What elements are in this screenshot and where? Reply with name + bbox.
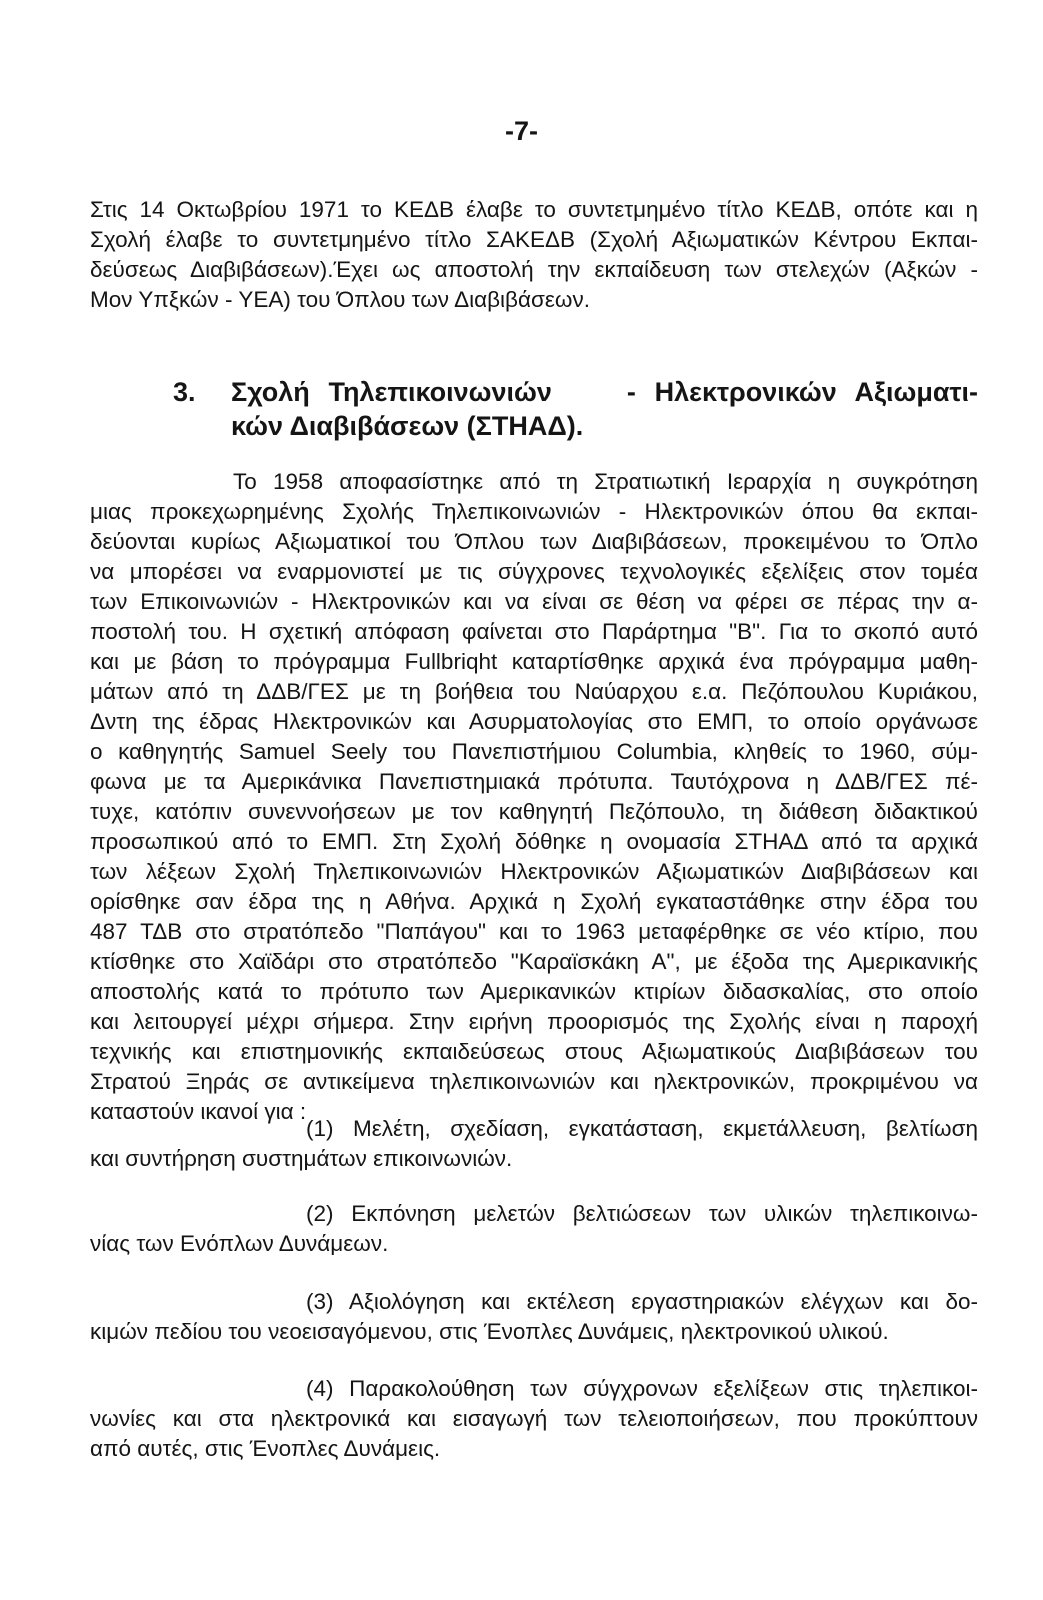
text-line: Στρατού Ξηράς σε αντικείμενα τηλεπικοινωνιών και ηλεκτρονικών, προκριμένου να <box>90 1069 978 1094</box>
text-line: (4) Παρακολούθηση των σύγχρονων εξελίξεων στις τηλεπικοι- <box>306 1376 978 1401</box>
section-title <box>231 375 978 443</box>
text-line: μάτων από τη ΔΔΒ/ΓΕΣ με τη βοήθεια του Ναύαρχου ε.α. Πεζόπουλου Κυριάκου, <box>90 679 978 704</box>
text-line: Στις 14 Οκτωβρίου 1971 το ΚΕΔΒ έλαβε το συντετμημένο τίτλο ΚΕΔΒ, οπότε και η <box>90 197 978 222</box>
section-number: 3. <box>173 377 196 407</box>
text-line: προσωπικού από το ΕΜΠ. Στη Σχολή δόθηκε η ονομασία ΣΤΗΑΔ από τα αρχικά <box>90 829 978 854</box>
text-line: ορίσθηκε σαν έδρα της η Αθήνα. Αρχικά η Σχολή εγκαταστάθηκε στην έδρα του <box>90 889 978 914</box>
text-line: των λέξεων Σχολή Τηλεπικοινωνιών Ηλεκτρονικών Αξιωματικών Διαβιβάσεων και <box>90 859 978 884</box>
text-line: μιας προκεχωρημένης Σχολής Τηλεπικοινωνιών - Ηλεκτρονικών όπου θα εκπαι- <box>90 499 978 524</box>
section-title-line: Σχολή Τηλεπικοινωνιών - Ηλεκτρονικών Αξιωματι- <box>231 377 978 407</box>
text-line: φωνα με τα Αμερικάνικα Πανεπιστημιακά πρότυπα. Ταυτόχρονα η ΔΔΒ/ΓΕΣ πέ- <box>90 769 978 794</box>
text-line: ποστολή του. Η σχετική απόφαση φαίνεται στο Παράρτημα "Β". Για το σκοπό αυτό <box>90 619 978 644</box>
list-item <box>90 1287 978 1347</box>
text-line: Σχολή έλαβε το συντετμημένο τίτλο ΣΑΚΕΔΒ (Σχολή Αξιωματικών Κέντρου Εκπαι- <box>90 227 978 252</box>
text-line: Το 1958 αποφασίστηκε από τη Στρατιωτική Ιεραρχία η συγκρότηση <box>233 469 978 494</box>
text-line: (1) Μελέτη, σχεδίαση, εγκατάσταση, εκμετάλλευση, βελτίωση <box>306 1116 978 1141</box>
text-line: των Επικοινωνιών - Ηλεκτρονικών και να είναι σε θέση να φέρει σε πέρας την α- <box>90 589 978 614</box>
text-line: και συντήρηση συστημάτων επικοινωνιών. <box>90 1146 513 1171</box>
text-line: ο καθηγητής Samuel Seely του Πανεπιστήμιου Columbia, κληθείς το 1960, σύμ- <box>90 739 978 764</box>
text-line: (2) Εκπόνηση μελετών βελτιώσεων των υλικών τηλεπικοινω- <box>306 1201 978 1226</box>
text-line: αποστολής κατά το πρότυπο των Αμερικανικών κτιρίων διδασκαλίας, στο οποίο <box>90 979 978 1004</box>
text-line: κτίσθηκε στο Χαϊδάρι στο στρατόπεδο "Καραϊσκάκη Α", με έξοδα της Αμερικανικής <box>90 949 978 974</box>
text-line: 487 ΤΔΒ στο στρατόπεδο "Παπάγου" και το 1963 μεταφέρθηκε σε νέο κτίριο, που <box>90 919 978 944</box>
list-item <box>90 1374 978 1464</box>
body-paragraph <box>90 467 978 1127</box>
text-line: κιμών πεδίου του νεοεισαγόμενου, στις Ένοπλες Δυνάμεις, ηλεκτρονικού υλικού. <box>90 1319 889 1344</box>
text-line: Μον Υπξκών - ΥΕΑ) του Όπλου των Διαβιβάσεων. <box>90 287 590 312</box>
text-line: να μπορέσει να εναρμονιστεί με τις σύγχρονες τεχνολογικές εξελίξεις στον τομέα <box>90 559 978 584</box>
text-line: από αυτές, στις Ένοπλες Δυνάμεις. <box>90 1436 441 1461</box>
section-title-line: κών Διαβιβάσεων (ΣΤΗΑΔ). <box>231 411 584 441</box>
text-line: και λειτουργεί μέχρι σήμερα. Στην ειρήνη προορισμός της Σχολής είναι η παροχή <box>90 1009 978 1034</box>
text-line: και με βάση το πρόγραμμα Fullbriqht καταρτίσθηκε αρχικά ένα πρόγραμμα μαθη- <box>90 649 978 674</box>
text-line: νίας των Ενόπλων Δυνάμεων. <box>90 1231 389 1256</box>
text-line: δεύσεως Διαβιβάσεων).Έχει ως αποστολή την εκπαίδευση των στελεχών (Αξκών - <box>90 257 978 282</box>
intro-paragraph <box>90 195 978 315</box>
text-line: τεχνικής και επιστημονικής εκπαιδεύσεως στους Αξιωματικούς Διαβιβάσεων του <box>90 1039 978 1064</box>
page-number: -7- <box>505 116 538 146</box>
text-line: δεύονται κυρίως Αξιωματικοί του Όπλου των Διαβιβάσεων, προκειμένου το Όπλο <box>90 529 978 554</box>
text-line: Δντη της έδρας Ηλεκτρονικών και Ασυρματολογίας στο ΕΜΠ, το οποίο οργάνωσε <box>90 709 978 734</box>
text-line: (3) Αξιολόγηση και εκτέλεση εργαστηριακών ελέγχων και δο- <box>306 1289 978 1314</box>
text-line: τυχε, κατόπιν συνεννοήσεων με τον καθηγητή Πεζόπουλο, τη διάθεση διδακτικού <box>90 799 978 824</box>
list-item <box>90 1199 978 1259</box>
list-item <box>90 1114 978 1174</box>
text-line: νωνίες και στα ηλεκτρονικά και εισαγωγή των τελειοποιήσεων, που προκύπτουν <box>90 1406 978 1431</box>
text-line: καταστούν ικανοί για : <box>90 1099 307 1124</box>
